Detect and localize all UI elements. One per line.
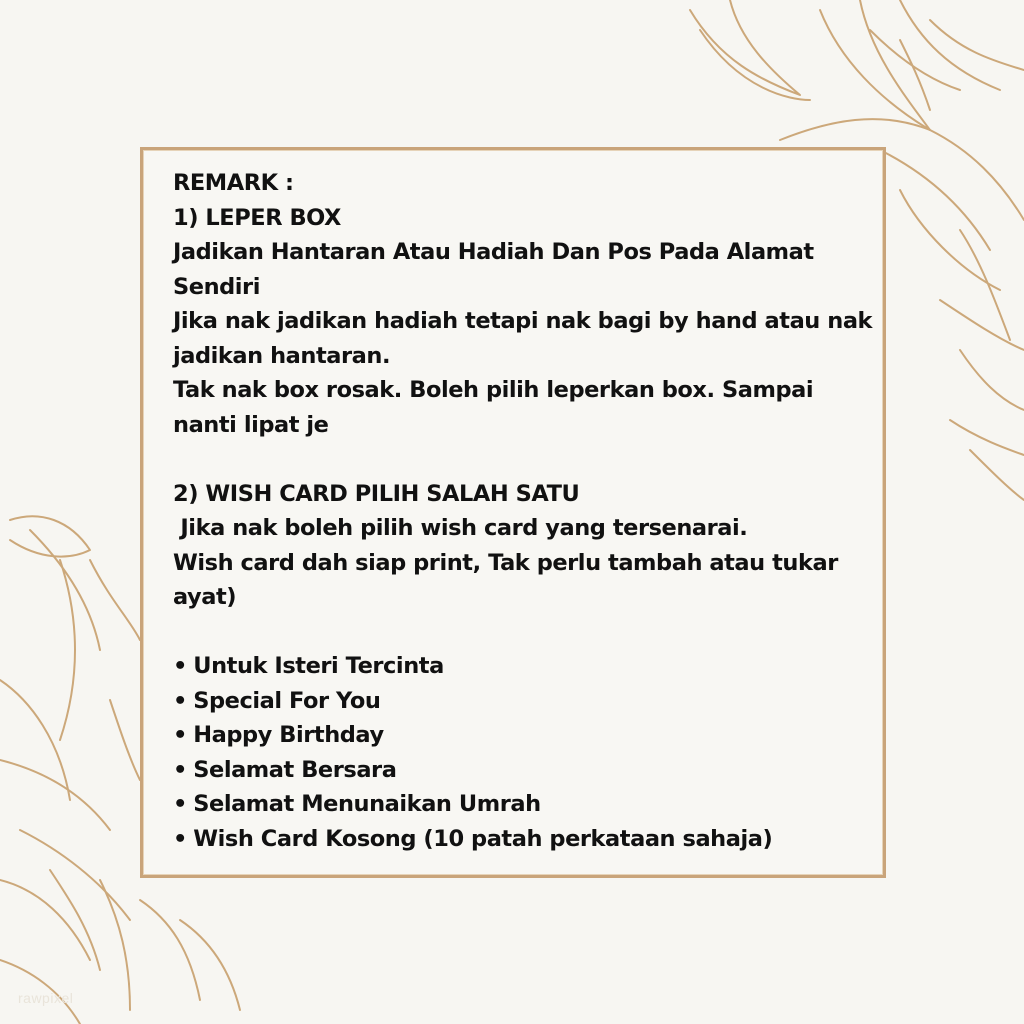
section1-line: Tak nak box rosak. Boleh pilih leperkan box. Sampai [173,377,814,403]
wish-card-option [173,649,865,684]
watermark: rawpixel [18,990,74,1006]
section2-line: Jika nak boleh pilih wish card yang tersenarai. [173,515,748,541]
remark-title: REMARK : [173,170,294,196]
section1-heading: 1) LEPER BOX [173,204,341,231]
section1-line: Jika nak jadikan hadiah tetapi nak bagi by hand atau nak [173,308,873,334]
spacer [173,442,865,477]
wish-card-option-label: Special For You [193,687,381,714]
bullet-icon: • [173,756,187,783]
section1-line: Jadikan Hantaran Atau Hadiah Dan Pos Pada Alamat [173,239,814,265]
section1-line: jadikan hantaran. [173,342,391,369]
wish-card-option [173,787,865,822]
wish-card-options-list [173,649,865,856]
wish-card-option [173,753,865,788]
wish-card-option-label: Selamat Bersara [193,756,397,783]
wish-card-option [173,684,865,719]
section1-line: nanti lipat je [173,411,329,438]
wish-card-option [173,822,865,857]
bullet-icon: • [173,653,187,679]
section2-heading: 2) WISH CARD PILIH SALAH SATU [173,480,580,507]
remark-content [173,166,873,856]
bullet-icon: • [173,687,187,714]
bullet-icon: • [173,722,187,748]
wish-card-option-label: Untuk Isteri Tercinta [193,653,444,679]
wish-card-option-label: Selamat Menunaikan Umrah [193,791,541,817]
section2-line: Wish card dah siap print, Tak perlu tambah atau tukar [173,549,838,576]
spacer [173,615,865,650]
wish-card-option-label: Happy Birthday [193,722,384,748]
section1-line: Sendiri [173,273,260,300]
wish-card-option-label: Wish Card Kosong (10 patah perkataan sahaja) [193,825,773,852]
remark-card [140,147,886,878]
section2-line: ayat) [173,584,237,610]
bullet-icon: • [173,825,187,852]
wish-card-option [173,718,865,753]
bullet-icon: • [173,791,187,817]
